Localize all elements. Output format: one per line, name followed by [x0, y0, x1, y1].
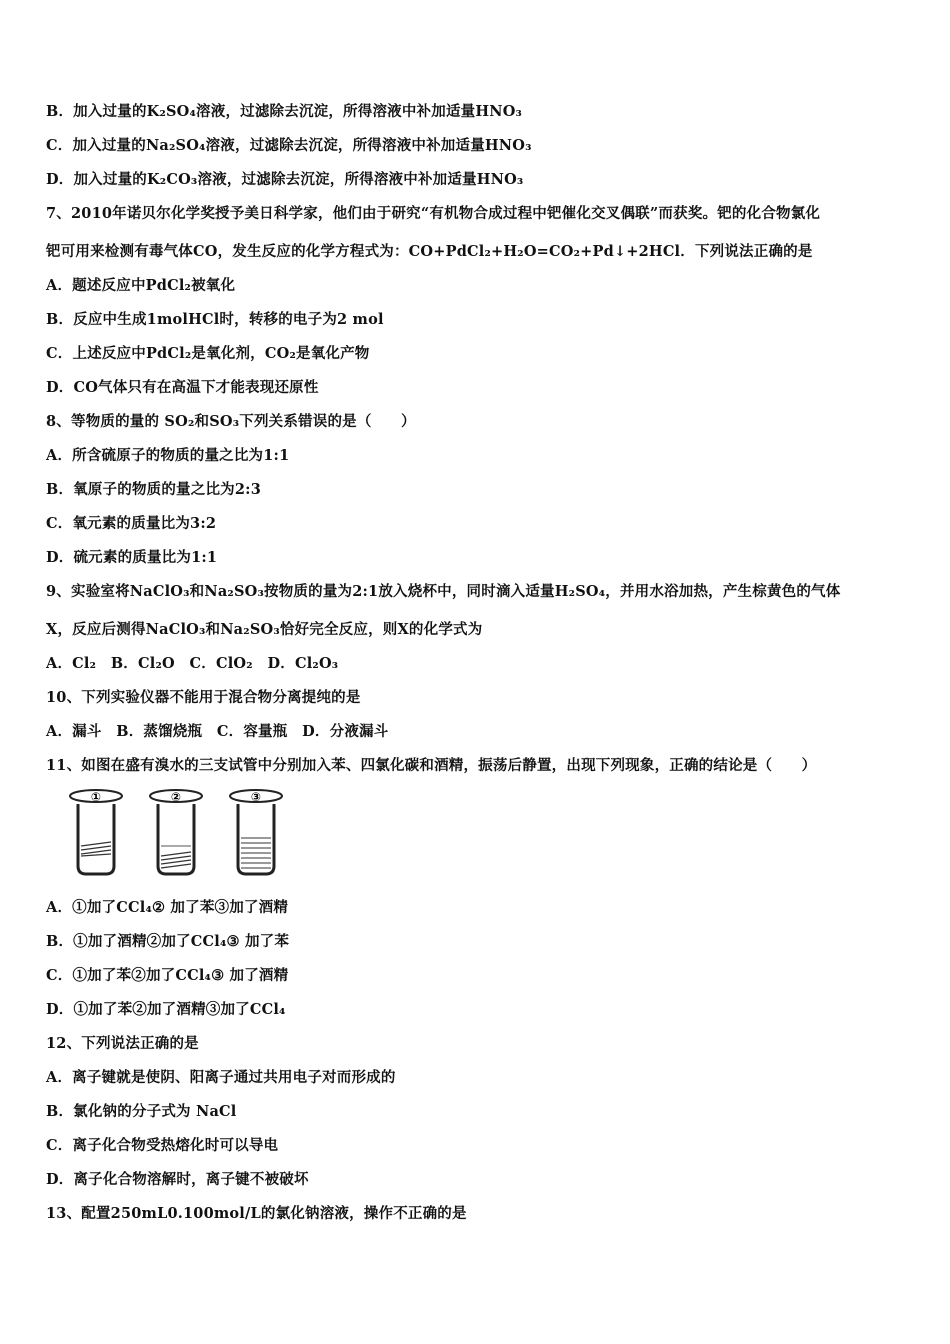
q12-option-b: B．氯化钠的分子式为 NaCl	[46, 1103, 237, 1120]
test-tubes-figure	[62, 786, 302, 878]
question-8: 8、等物质的量的 SO₂和SO₃下列关系错误的是（ ）	[46, 413, 416, 430]
test-tube-2	[150, 790, 202, 874]
q7-option-a: A．题述反应中PdCl₂被氧化	[46, 277, 236, 294]
tube-label-1: ①	[90, 790, 102, 804]
q9-options: A．Cl₂ B．Cl₂O C．ClO₂ D．Cl₂O₃	[46, 655, 339, 672]
q8-option-c: C．氧元素的质量比为3:2	[46, 515, 217, 532]
option-c-na2so4: C．加入过量的Na₂SO₄溶液，过滤除去沉淀，所得溶液中补加适量HNO₃	[46, 137, 532, 154]
question-10: 10、下列实验仪器不能用于混合物分离提纯的是	[46, 689, 361, 706]
tube-label-2: ②	[170, 790, 182, 804]
q7-option-d: D．CO气体只有在高温下才能表现还原性	[46, 379, 319, 396]
q11-option-a: A．①加了CCl₄② 加了苯③加了酒精	[46, 899, 289, 916]
question-12: 12、下列说法正确的是	[46, 1035, 199, 1052]
q10-options: A．漏斗 B．蒸馏烧瓶 C．容量瓶 D．分液漏斗	[46, 723, 389, 740]
q7-option-b: B．反应中生成1molHCl时，转移的电子为2 mol	[46, 311, 384, 328]
q8-option-b: B．氧原子的物质的量之比为2:3	[46, 481, 261, 498]
question-7-line-1: 7、2010年诺贝尔化学奖授予美日科学家，他们由于研究“有机物合成过程中钯催化交叉偶联”而获奖。钯的化合物氯化	[46, 205, 821, 222]
option-d-k2co3: D．加入过量的K₂CO₃溶液，过滤除去沉淀，所得溶液中补加适量HNO₃	[46, 171, 524, 188]
q7-option-c: C．上述反应中PdCl₂是氧化剂，CO₂是氧化产物	[46, 345, 370, 362]
option-b-k2so4: B．加入过量的K₂SO₄溶液，过滤除去沉淀，所得溶液中补加适量HNO₃	[46, 103, 523, 120]
q12-option-d: D．离子化合物溶解时，离子键不被破坏	[46, 1171, 309, 1188]
test-tube-3	[230, 790, 282, 874]
question-11: 11、如图在盛有溴水的三支试管中分别加入苯、四氯化碳和酒精，振荡后静置，出现下列现象，正确的结论是（ ）	[46, 757, 817, 774]
q12-option-c: C．离子化合物受热熔化时可以导电	[46, 1137, 279, 1154]
q11-option-b: B．①加了酒精②加了CCl₄③ 加了苯	[46, 933, 290, 950]
q11-option-d: D．①加了苯②加了酒精③加了CCl₄	[46, 1001, 286, 1018]
question-9-line-1: 9、实验室将NaClO₃和Na₂SO₃按物质的量为2:1放入烧杯中，同时滴入适量H₂SO₄，并用水浴加热，产生棕黄色的气体	[46, 583, 841, 600]
q8-option-d: D．硫元素的质量比为1:1	[46, 549, 218, 566]
question-9-line-2: X，反应后测得NaClO₃和Na₂SO₃恰好完全反应，则X的化学式为	[46, 621, 483, 638]
q11-option-c: C．①加了苯②加了CCl₄③ 加了酒精	[46, 967, 289, 984]
q12-option-a: A．离子键就是使阴、阳离子通过共用电子对而形成的	[46, 1069, 396, 1086]
tube-label-3: ③	[250, 790, 262, 804]
question-7-line-2: 钯可用来检测有毒气体CO，发生反应的化学方程式为：CO+PdCl₂+H₂O=CO₂+Pd↓+2HCl．下列说法正确的是	[46, 243, 813, 260]
question-13: 13、配置250mL0.100mol/L的氯化钠溶液，操作不正确的是	[46, 1205, 467, 1222]
test-tube-1	[70, 790, 122, 874]
q8-option-a: A．所含硫原子的物质的量之比为1:1	[46, 447, 290, 464]
